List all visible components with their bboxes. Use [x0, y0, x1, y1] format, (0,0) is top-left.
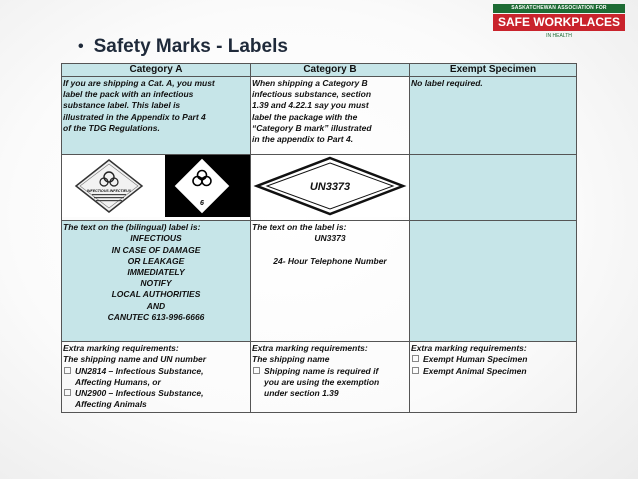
- text-line: IMMEDIATELY: [127, 267, 185, 278]
- header-exempt-specimen: Exempt Specimen: [410, 64, 577, 77]
- text-line: Affecting Humans, or: [75, 376, 161, 387]
- text-line: The text on the label is:: [252, 222, 347, 233]
- text-line: illustrated in the Appendix to Part 4: [63, 111, 206, 122]
- text-line: of the TDG Regulations.: [63, 122, 160, 133]
- cell-b-description: [251, 77, 410, 155]
- list-item: [252, 366, 408, 400]
- spacer: [252, 245, 408, 256]
- slide-title: [78, 36, 288, 58]
- cell-exempt-description: [410, 77, 577, 155]
- text-line: 24- Hour Telephone Number: [273, 255, 387, 266]
- logo-main-text: SAFE WORKPLACES: [493, 14, 625, 31]
- cell-b-label-image: [251, 155, 410, 221]
- logo-top-text: SASKATCHEWAN ASSOCIATION FOR: [493, 4, 625, 13]
- infectious-label-text: INFECTIOUS INFECTIEUX: [86, 189, 132, 193]
- list-item: [63, 388, 249, 410]
- text-line: infectious substance, section: [252, 89, 372, 100]
- un3373-label-text: UN3373: [309, 181, 351, 193]
- text-line: OR LEAKAGE: [127, 255, 185, 266]
- checkbox-icon: [253, 367, 260, 374]
- biohazard-class-6-label-icon: [165, 155, 250, 217]
- cell-a-label-text: [62, 221, 251, 342]
- text-line: NOTIFY: [140, 278, 172, 289]
- table-header-row: [62, 64, 577, 77]
- text-line: under section 1.39: [264, 388, 339, 399]
- cell-a-description: [62, 77, 251, 155]
- cell-b-extra-marking: [251, 342, 410, 413]
- organization-logo: [493, 4, 625, 42]
- list-item: [411, 366, 575, 377]
- text-line: you are using the exemption: [264, 376, 380, 387]
- text-line: Extra marking requirements:: [411, 343, 527, 354]
- text-line: Affecting Animals: [75, 399, 147, 410]
- table-row-images: [62, 155, 577, 221]
- text-line: Extra marking requirements:: [63, 343, 179, 354]
- text-line: label the pack with an infectious: [63, 89, 194, 100]
- text-line: UN3373: [314, 233, 346, 244]
- text-line: label the package with the: [252, 111, 358, 122]
- table-row: [62, 342, 577, 413]
- text-line: UN2814 – Infectious Substance,: [75, 365, 204, 376]
- text-line: The text on the (bilingual) label is:: [63, 222, 201, 233]
- logo-bottom-text: IN HEALTH: [546, 33, 572, 39]
- bullet-icon: •: [78, 38, 84, 55]
- text-line: When shipping a Category B: [252, 78, 368, 88]
- text-line: The shipping name and UN number: [63, 354, 207, 365]
- checkbox-icon: [412, 367, 419, 374]
- text-line: AND: [146, 300, 166, 311]
- text-line: The shipping name: [252, 354, 330, 365]
- class-number: 6: [200, 200, 204, 207]
- table-row: [62, 221, 577, 342]
- text-line: Exempt Animal Specimen: [423, 365, 527, 376]
- un3373-label-icon: [251, 155, 409, 217]
- text-line: Exempt Human Specimen: [423, 354, 528, 365]
- text-line: substance label. This label is: [63, 100, 181, 111]
- text-line: IN CASE OF DAMAGE: [111, 244, 201, 255]
- header-category-a: Category A: [62, 64, 251, 77]
- cell-exempt-label-image: [410, 155, 577, 221]
- cell-b-label-text: [251, 221, 410, 342]
- text-line: Shipping name is required if: [264, 365, 379, 376]
- header-category-b: Category B: [251, 64, 410, 77]
- list-item: [63, 366, 249, 388]
- text-line: LOCAL AUTHORITIES: [111, 289, 201, 300]
- text-line: INFECTIOUS: [130, 233, 182, 244]
- text-line: UN2900 – Infectious Substance,: [75, 388, 204, 399]
- checkbox-icon: [64, 389, 71, 396]
- text-line: in the appendix to Part 4.: [252, 134, 354, 145]
- text-line: 1.39 and 4.22.1 say you must: [252, 100, 369, 111]
- table-row: [62, 77, 577, 155]
- cell-exempt-label-text: [410, 221, 577, 342]
- checkbox-icon: [412, 355, 419, 362]
- category-a-labels: [62, 155, 250, 217]
- cell-a-label-images: [62, 155, 251, 221]
- cell-a-extra-marking: [62, 342, 251, 413]
- labels-table: [61, 63, 577, 413]
- text-line: CANUTEC 613-996-6666: [107, 311, 205, 322]
- cell-exempt-extra-marking: [410, 342, 577, 413]
- slide-title-text: Safety Marks - Labels: [93, 36, 288, 57]
- list-item: [411, 354, 575, 365]
- checkbox-icon: [64, 367, 71, 374]
- text-line: If you are shipping a Cat. A, you must: [63, 78, 215, 88]
- text-line: Extra marking requirements:: [252, 343, 368, 354]
- text-line: “Category B mark” illustrated: [252, 122, 372, 133]
- text-line: No label required.: [411, 78, 483, 88]
